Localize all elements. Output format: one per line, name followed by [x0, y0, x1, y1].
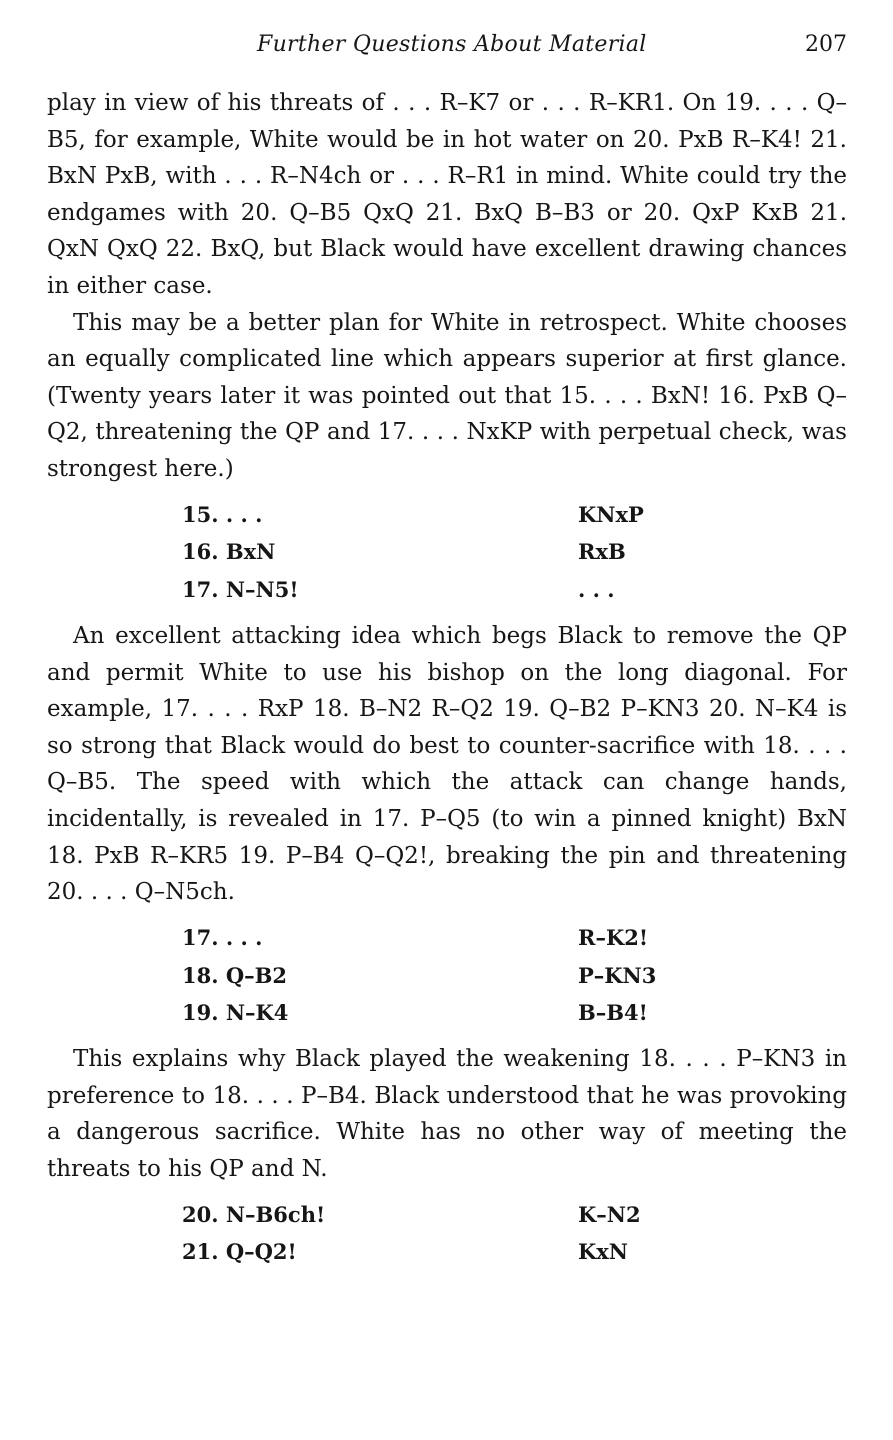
paragraph-3: An excellent attacking idea which begs Black to remove the QP and permit White to use his bishop on the long diagonal. For example, 17. . . . RxP 18. B–N2 R–Q2 19. Q–B2 P–KN3 20. N–K4 is so strong that Black would do best to counter-sacrifice with 18. . . . Q–B5. The speed with which the attack can change hands, incidentally, is revealed in 17. P–Q5 (to win a pinned knight) BxN 18. PxB R–KR5 19. P–B4 Q–Q2!, breaking the pin and threatening 20. . . . Q–N5ch.	[47, 623, 847, 906]
move-row	[47, 571, 847, 609]
paragraph-4: This explains why Black played the weakening 18. . . . P–KN3 in preference to 18. . . . P–B4. Black understood that he was provoking a dangerous sacrifice. White has no other way of meeting the threats to his QP and N.	[47, 1046, 847, 1183]
white-move: 18. Q–B2	[182, 962, 287, 988]
black-move: P–KN3	[578, 962, 657, 988]
move-row	[47, 919, 847, 957]
move-row	[47, 994, 847, 1032]
white-move: 20. N–B6ch!	[182, 1201, 326, 1227]
black-move: KxN	[578, 1239, 628, 1265]
white-move: 16. BxN	[182, 539, 276, 565]
move-row	[47, 956, 847, 994]
running-title: Further Questions About Material	[257, 32, 647, 57]
paragraph-2: This may be a better plan for White in retrospect. White chooses an equally complicated line which appears superior at first glance. (Twenty years later it was pointed out that 15. . . . BxN! 16. PxB Q–Q2, threatening the QP and 17. . . . NxKP with perpetual check, was strongest here.)	[47, 309, 847, 482]
paragraph-1: play in view of his threats of . . . R–K7 or . . . R–KR1. On 19. . . . Q–B5, for example, White would be in hot water on 20. PxB R–K4! 21. BxN PxB, with . . . R–N4ch or . . . R–R1 in mind. White could try the endgames with 20. Q–B5 QxQ 21. BxQ B–B3 or 20. QxP KxB 21. QxN QxQ 22. BxQ, but Black would have excellent drawing chances in either case.	[47, 90, 847, 299]
white-move: 17. . . .	[182, 925, 263, 951]
move-row	[47, 1196, 847, 1234]
book-page	[47, 30, 847, 1281]
white-move: 15. . . .	[182, 501, 263, 527]
move-row	[47, 1233, 847, 1271]
black-move: . . .	[578, 576, 615, 602]
move-list-3	[47, 1196, 847, 1271]
move-row	[47, 496, 847, 534]
black-move: K–N2	[578, 1201, 641, 1227]
black-move: B–B4!	[578, 1000, 648, 1026]
black-move: R–K2!	[578, 925, 649, 951]
move-row	[47, 533, 847, 571]
page-number: 207	[805, 32, 847, 57]
black-move: RxB	[578, 539, 626, 565]
black-move: KNxP	[578, 501, 644, 527]
running-head	[47, 30, 847, 66]
move-list-2	[47, 919, 847, 1032]
move-list-1	[47, 496, 847, 609]
white-move: 17. N–N5!	[182, 576, 299, 602]
white-move: 21. Q–Q2!	[182, 1239, 297, 1265]
white-move: 19. N–K4	[182, 1000, 289, 1026]
